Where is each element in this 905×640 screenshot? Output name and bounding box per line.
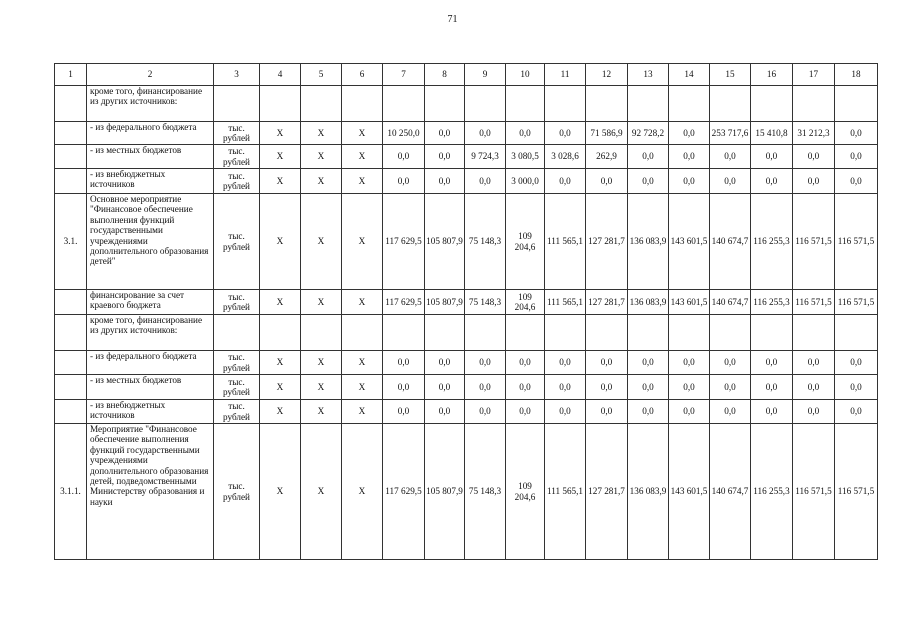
value-cell: 111 565,1 bbox=[545, 194, 586, 290]
value-cell: 117 629,5 bbox=[383, 290, 425, 315]
value-cell: 9 724,3 bbox=[465, 145, 506, 169]
value-cell: 0,0 bbox=[465, 351, 506, 375]
value-cell: 0,0 bbox=[669, 145, 710, 169]
value-cell: 0,0 bbox=[835, 122, 878, 145]
value-cell: 0,0 bbox=[425, 145, 465, 169]
value-cell: 262,9 bbox=[586, 145, 628, 169]
value-cell: 116 255,3 bbox=[751, 424, 793, 560]
value-cell: 10 250,0 bbox=[383, 122, 425, 145]
row-number-cell bbox=[55, 400, 87, 424]
value-cell: 0,0 bbox=[710, 375, 751, 400]
value-cell bbox=[628, 315, 669, 351]
row-number-cell bbox=[55, 122, 87, 145]
value-cell: Х bbox=[301, 375, 342, 400]
value-cell: Х bbox=[342, 145, 383, 169]
value-cell: Х bbox=[342, 400, 383, 424]
value-cell: 0,0 bbox=[710, 169, 751, 194]
value-cell: Х bbox=[301, 122, 342, 145]
value-cell: 109 204,6 bbox=[506, 194, 545, 290]
row-number-cell bbox=[55, 86, 87, 122]
table-row bbox=[55, 122, 878, 145]
table-row bbox=[55, 400, 878, 424]
budget-table bbox=[54, 63, 878, 560]
column-header-12: 12 bbox=[586, 64, 628, 86]
table-row bbox=[55, 424, 878, 560]
value-cell: 105 807,9 bbox=[425, 290, 465, 315]
unit-cell: тыс. рублей bbox=[214, 145, 260, 169]
value-cell: Х bbox=[260, 194, 301, 290]
value-cell: 0,0 bbox=[425, 351, 465, 375]
row-name-cell: Основное мероприятие "Финансовое обеспечение выполнения функций государственными учреждениями дополнительного образования детей" bbox=[87, 194, 214, 290]
value-cell bbox=[342, 315, 383, 351]
value-cell: 75 148,3 bbox=[465, 424, 506, 560]
value-cell: 0,0 bbox=[383, 145, 425, 169]
value-cell: 0,0 bbox=[793, 351, 835, 375]
value-cell bbox=[545, 315, 586, 351]
value-cell: 0,0 bbox=[465, 169, 506, 194]
value-cell: 136 083,9 bbox=[628, 424, 669, 560]
column-header-13: 13 bbox=[628, 64, 669, 86]
value-cell: 0,0 bbox=[710, 351, 751, 375]
value-cell: 0,0 bbox=[835, 351, 878, 375]
value-cell bbox=[751, 86, 793, 122]
value-cell bbox=[586, 315, 628, 351]
row-number-cell bbox=[55, 290, 87, 315]
value-cell: 0,0 bbox=[506, 375, 545, 400]
column-header-18: 18 bbox=[835, 64, 878, 86]
value-cell: 0,0 bbox=[545, 122, 586, 145]
value-cell: 3 000,0 bbox=[506, 169, 545, 194]
value-cell: 0,0 bbox=[586, 375, 628, 400]
value-cell: 0,0 bbox=[545, 351, 586, 375]
column-header-14: 14 bbox=[669, 64, 710, 86]
column-header-10: 10 bbox=[506, 64, 545, 86]
value-cell: 140 674,7 bbox=[710, 424, 751, 560]
row-name-cell: кроме того, финансирование из других источников: bbox=[87, 315, 214, 351]
value-cell: 0,0 bbox=[586, 400, 628, 424]
value-cell: Х bbox=[342, 424, 383, 560]
value-cell: 0,0 bbox=[545, 169, 586, 194]
value-cell bbox=[506, 315, 545, 351]
value-cell bbox=[465, 315, 506, 351]
table-row bbox=[55, 290, 878, 315]
value-cell: Х bbox=[260, 290, 301, 315]
value-cell: 136 083,9 bbox=[628, 194, 669, 290]
value-cell: Х bbox=[301, 194, 342, 290]
value-cell: 116 571,5 bbox=[835, 194, 878, 290]
value-cell: 0,0 bbox=[383, 351, 425, 375]
unit-cell: тыс. рублей bbox=[214, 122, 260, 145]
value-cell: Х bbox=[260, 122, 301, 145]
value-cell: 0,0 bbox=[545, 375, 586, 400]
table-row bbox=[55, 315, 878, 351]
value-cell: Х bbox=[301, 145, 342, 169]
value-cell: Х bbox=[301, 290, 342, 315]
value-cell: Х bbox=[342, 169, 383, 194]
row-name-cell: - из внебюджетных источников bbox=[87, 400, 214, 424]
value-cell: 15 410,8 bbox=[751, 122, 793, 145]
value-cell: 0,0 bbox=[628, 145, 669, 169]
column-header-4: 4 bbox=[260, 64, 301, 86]
value-cell: 0,0 bbox=[425, 122, 465, 145]
value-cell: Х bbox=[260, 424, 301, 560]
value-cell: 75 148,3 bbox=[465, 194, 506, 290]
value-cell: 0,0 bbox=[669, 400, 710, 424]
value-cell bbox=[793, 315, 835, 351]
value-cell: 0,0 bbox=[425, 400, 465, 424]
value-cell: 0,0 bbox=[545, 400, 586, 424]
value-cell: Х bbox=[260, 169, 301, 194]
row-name-cell: - из местных бюджетов bbox=[87, 375, 214, 400]
unit-cell bbox=[214, 315, 260, 351]
value-cell: 140 674,7 bbox=[710, 194, 751, 290]
value-cell bbox=[465, 86, 506, 122]
value-cell bbox=[751, 315, 793, 351]
column-header-1: 1 bbox=[55, 64, 87, 86]
unit-cell: тыс. рублей bbox=[214, 351, 260, 375]
value-cell: 0,0 bbox=[586, 169, 628, 194]
unit-cell: тыс. рублей bbox=[214, 424, 260, 560]
value-cell: 0,0 bbox=[835, 375, 878, 400]
value-cell: 111 565,1 bbox=[545, 290, 586, 315]
value-cell: Х bbox=[260, 351, 301, 375]
value-cell: 140 674,7 bbox=[710, 290, 751, 315]
value-cell: 0,0 bbox=[710, 400, 751, 424]
value-cell: 0,0 bbox=[751, 145, 793, 169]
value-cell: Х bbox=[342, 290, 383, 315]
value-cell: 117 629,5 bbox=[383, 424, 425, 560]
column-header-17: 17 bbox=[793, 64, 835, 86]
unit-cell: тыс. рублей bbox=[214, 194, 260, 290]
value-cell: 0,0 bbox=[628, 351, 669, 375]
value-cell: 111 565,1 bbox=[545, 424, 586, 560]
value-cell: 127 281,7 bbox=[586, 194, 628, 290]
column-header-11: 11 bbox=[545, 64, 586, 86]
value-cell: 127 281,7 bbox=[586, 290, 628, 315]
value-cell: 116 571,5 bbox=[793, 290, 835, 315]
value-cell bbox=[425, 315, 465, 351]
unit-cell: тыс. рублей bbox=[214, 375, 260, 400]
table-row bbox=[55, 86, 878, 122]
value-cell: Х bbox=[260, 375, 301, 400]
value-cell: 0,0 bbox=[835, 169, 878, 194]
value-cell: 117 629,5 bbox=[383, 194, 425, 290]
value-cell: 0,0 bbox=[751, 351, 793, 375]
value-cell bbox=[545, 86, 586, 122]
value-cell: 116 571,5 bbox=[835, 424, 878, 560]
value-cell: 0,0 bbox=[383, 169, 425, 194]
value-cell: 136 083,9 bbox=[628, 290, 669, 315]
value-cell: 3 080,5 bbox=[506, 145, 545, 169]
value-cell: 116 571,5 bbox=[793, 194, 835, 290]
table-row bbox=[55, 375, 878, 400]
value-cell: 0,0 bbox=[835, 145, 878, 169]
value-cell bbox=[260, 315, 301, 351]
header-row bbox=[55, 64, 878, 86]
value-cell bbox=[425, 86, 465, 122]
value-cell: 116 255,3 bbox=[751, 194, 793, 290]
value-cell: Х bbox=[301, 400, 342, 424]
value-cell: 0,0 bbox=[751, 400, 793, 424]
value-cell bbox=[835, 86, 878, 122]
value-cell: 0,0 bbox=[628, 375, 669, 400]
value-cell: 0,0 bbox=[751, 375, 793, 400]
value-cell: 127 281,7 bbox=[586, 424, 628, 560]
value-cell: 0,0 bbox=[835, 400, 878, 424]
row-number-cell bbox=[55, 351, 87, 375]
value-cell: 31 212,3 bbox=[793, 122, 835, 145]
value-cell: Х bbox=[342, 194, 383, 290]
table-row bbox=[55, 169, 878, 194]
value-cell: 0,0 bbox=[506, 351, 545, 375]
value-cell bbox=[260, 86, 301, 122]
value-cell: Х bbox=[301, 169, 342, 194]
value-cell: 116 255,3 bbox=[751, 290, 793, 315]
value-cell bbox=[669, 86, 710, 122]
value-cell: Х bbox=[342, 122, 383, 145]
value-cell: 0,0 bbox=[628, 169, 669, 194]
column-header-8: 8 bbox=[425, 64, 465, 86]
value-cell: 0,0 bbox=[506, 122, 545, 145]
value-cell: 116 571,5 bbox=[793, 424, 835, 560]
value-cell: 143 601,5 bbox=[669, 290, 710, 315]
value-cell bbox=[506, 86, 545, 122]
value-cell: 0,0 bbox=[669, 122, 710, 145]
value-cell: 0,0 bbox=[383, 400, 425, 424]
value-cell: 0,0 bbox=[465, 400, 506, 424]
value-cell: 92 728,2 bbox=[628, 122, 669, 145]
unit-cell: тыс. рублей bbox=[214, 290, 260, 315]
value-cell: 109 204,6 bbox=[506, 424, 545, 560]
row-name-cell: кроме того, финансирование из других источников: bbox=[87, 86, 214, 122]
value-cell: 109 204,6 bbox=[506, 290, 545, 315]
value-cell: 0,0 bbox=[383, 375, 425, 400]
row-number-cell: 3.1. bbox=[55, 194, 87, 290]
value-cell: 0,0 bbox=[751, 169, 793, 194]
row-number-cell bbox=[55, 169, 87, 194]
value-cell: Х bbox=[301, 351, 342, 375]
row-name-cell: финансирование за счет краевого бюджета bbox=[87, 290, 214, 315]
value-cell: 143 601,5 bbox=[669, 194, 710, 290]
value-cell bbox=[669, 315, 710, 351]
value-cell: 0,0 bbox=[669, 351, 710, 375]
value-cell: 0,0 bbox=[793, 400, 835, 424]
value-cell: 0,0 bbox=[669, 375, 710, 400]
column-header-6: 6 bbox=[342, 64, 383, 86]
column-header-7: 7 bbox=[383, 64, 425, 86]
value-cell: 0,0 bbox=[586, 351, 628, 375]
table-row bbox=[55, 351, 878, 375]
unit-cell bbox=[214, 86, 260, 122]
value-cell: Х bbox=[301, 424, 342, 560]
value-cell: 105 807,9 bbox=[425, 424, 465, 560]
unit-cell: тыс. рублей bbox=[214, 400, 260, 424]
column-header-5: 5 bbox=[301, 64, 342, 86]
value-cell: 0,0 bbox=[793, 145, 835, 169]
value-cell: 0,0 bbox=[465, 375, 506, 400]
value-cell: Х bbox=[342, 375, 383, 400]
value-cell: 0,0 bbox=[710, 145, 751, 169]
value-cell: 71 586,9 bbox=[586, 122, 628, 145]
value-cell: 0,0 bbox=[506, 400, 545, 424]
row-name-cell: - из федерального бюджета bbox=[87, 351, 214, 375]
row-name-cell: - из местных бюджетов bbox=[87, 145, 214, 169]
value-cell bbox=[628, 86, 669, 122]
value-cell bbox=[586, 86, 628, 122]
value-cell: 253 717,6 bbox=[710, 122, 751, 145]
column-header-15: 15 bbox=[710, 64, 751, 86]
value-cell: 0,0 bbox=[628, 400, 669, 424]
value-cell bbox=[383, 315, 425, 351]
value-cell bbox=[710, 86, 751, 122]
value-cell: 0,0 bbox=[793, 375, 835, 400]
table-row bbox=[55, 194, 878, 290]
row-name-cell: - из внебюджетных источников bbox=[87, 169, 214, 194]
value-cell: 105 807,9 bbox=[425, 194, 465, 290]
value-cell bbox=[793, 86, 835, 122]
value-cell: 0,0 bbox=[793, 169, 835, 194]
value-cell: 0,0 bbox=[669, 169, 710, 194]
column-header-16: 16 bbox=[751, 64, 793, 86]
table-row bbox=[55, 145, 878, 169]
value-cell bbox=[301, 315, 342, 351]
row-number-cell: 3.1.1. bbox=[55, 424, 87, 560]
value-cell: 0,0 bbox=[425, 169, 465, 194]
column-header-3: 3 bbox=[214, 64, 260, 86]
value-cell bbox=[710, 315, 751, 351]
column-header-9: 9 bbox=[465, 64, 506, 86]
value-cell bbox=[383, 86, 425, 122]
row-number-cell bbox=[55, 315, 87, 351]
value-cell: Х bbox=[260, 400, 301, 424]
value-cell: 75 148,3 bbox=[465, 290, 506, 315]
unit-cell: тыс. рублей bbox=[214, 169, 260, 194]
value-cell: 143 601,5 bbox=[669, 424, 710, 560]
column-header-2: 2 bbox=[87, 64, 214, 86]
value-cell bbox=[301, 86, 342, 122]
value-cell: 0,0 bbox=[465, 122, 506, 145]
row-number-cell bbox=[55, 375, 87, 400]
row-name-cell: Мероприятие "Финансовое обеспечение выполнения функций государственными учреждениями дополнительного образования детей, подведомственными Министерству образования и науки bbox=[87, 424, 214, 560]
value-cell bbox=[835, 315, 878, 351]
value-cell: 116 571,5 bbox=[835, 290, 878, 315]
page-number: 71 bbox=[447, 14, 458, 25]
value-cell: 3 028,6 bbox=[545, 145, 586, 169]
row-name-cell: - из федерального бюджета bbox=[87, 122, 214, 145]
value-cell: 0,0 bbox=[425, 375, 465, 400]
row-number-cell bbox=[55, 145, 87, 169]
value-cell: Х bbox=[342, 351, 383, 375]
value-cell: Х bbox=[260, 145, 301, 169]
value-cell bbox=[342, 86, 383, 122]
